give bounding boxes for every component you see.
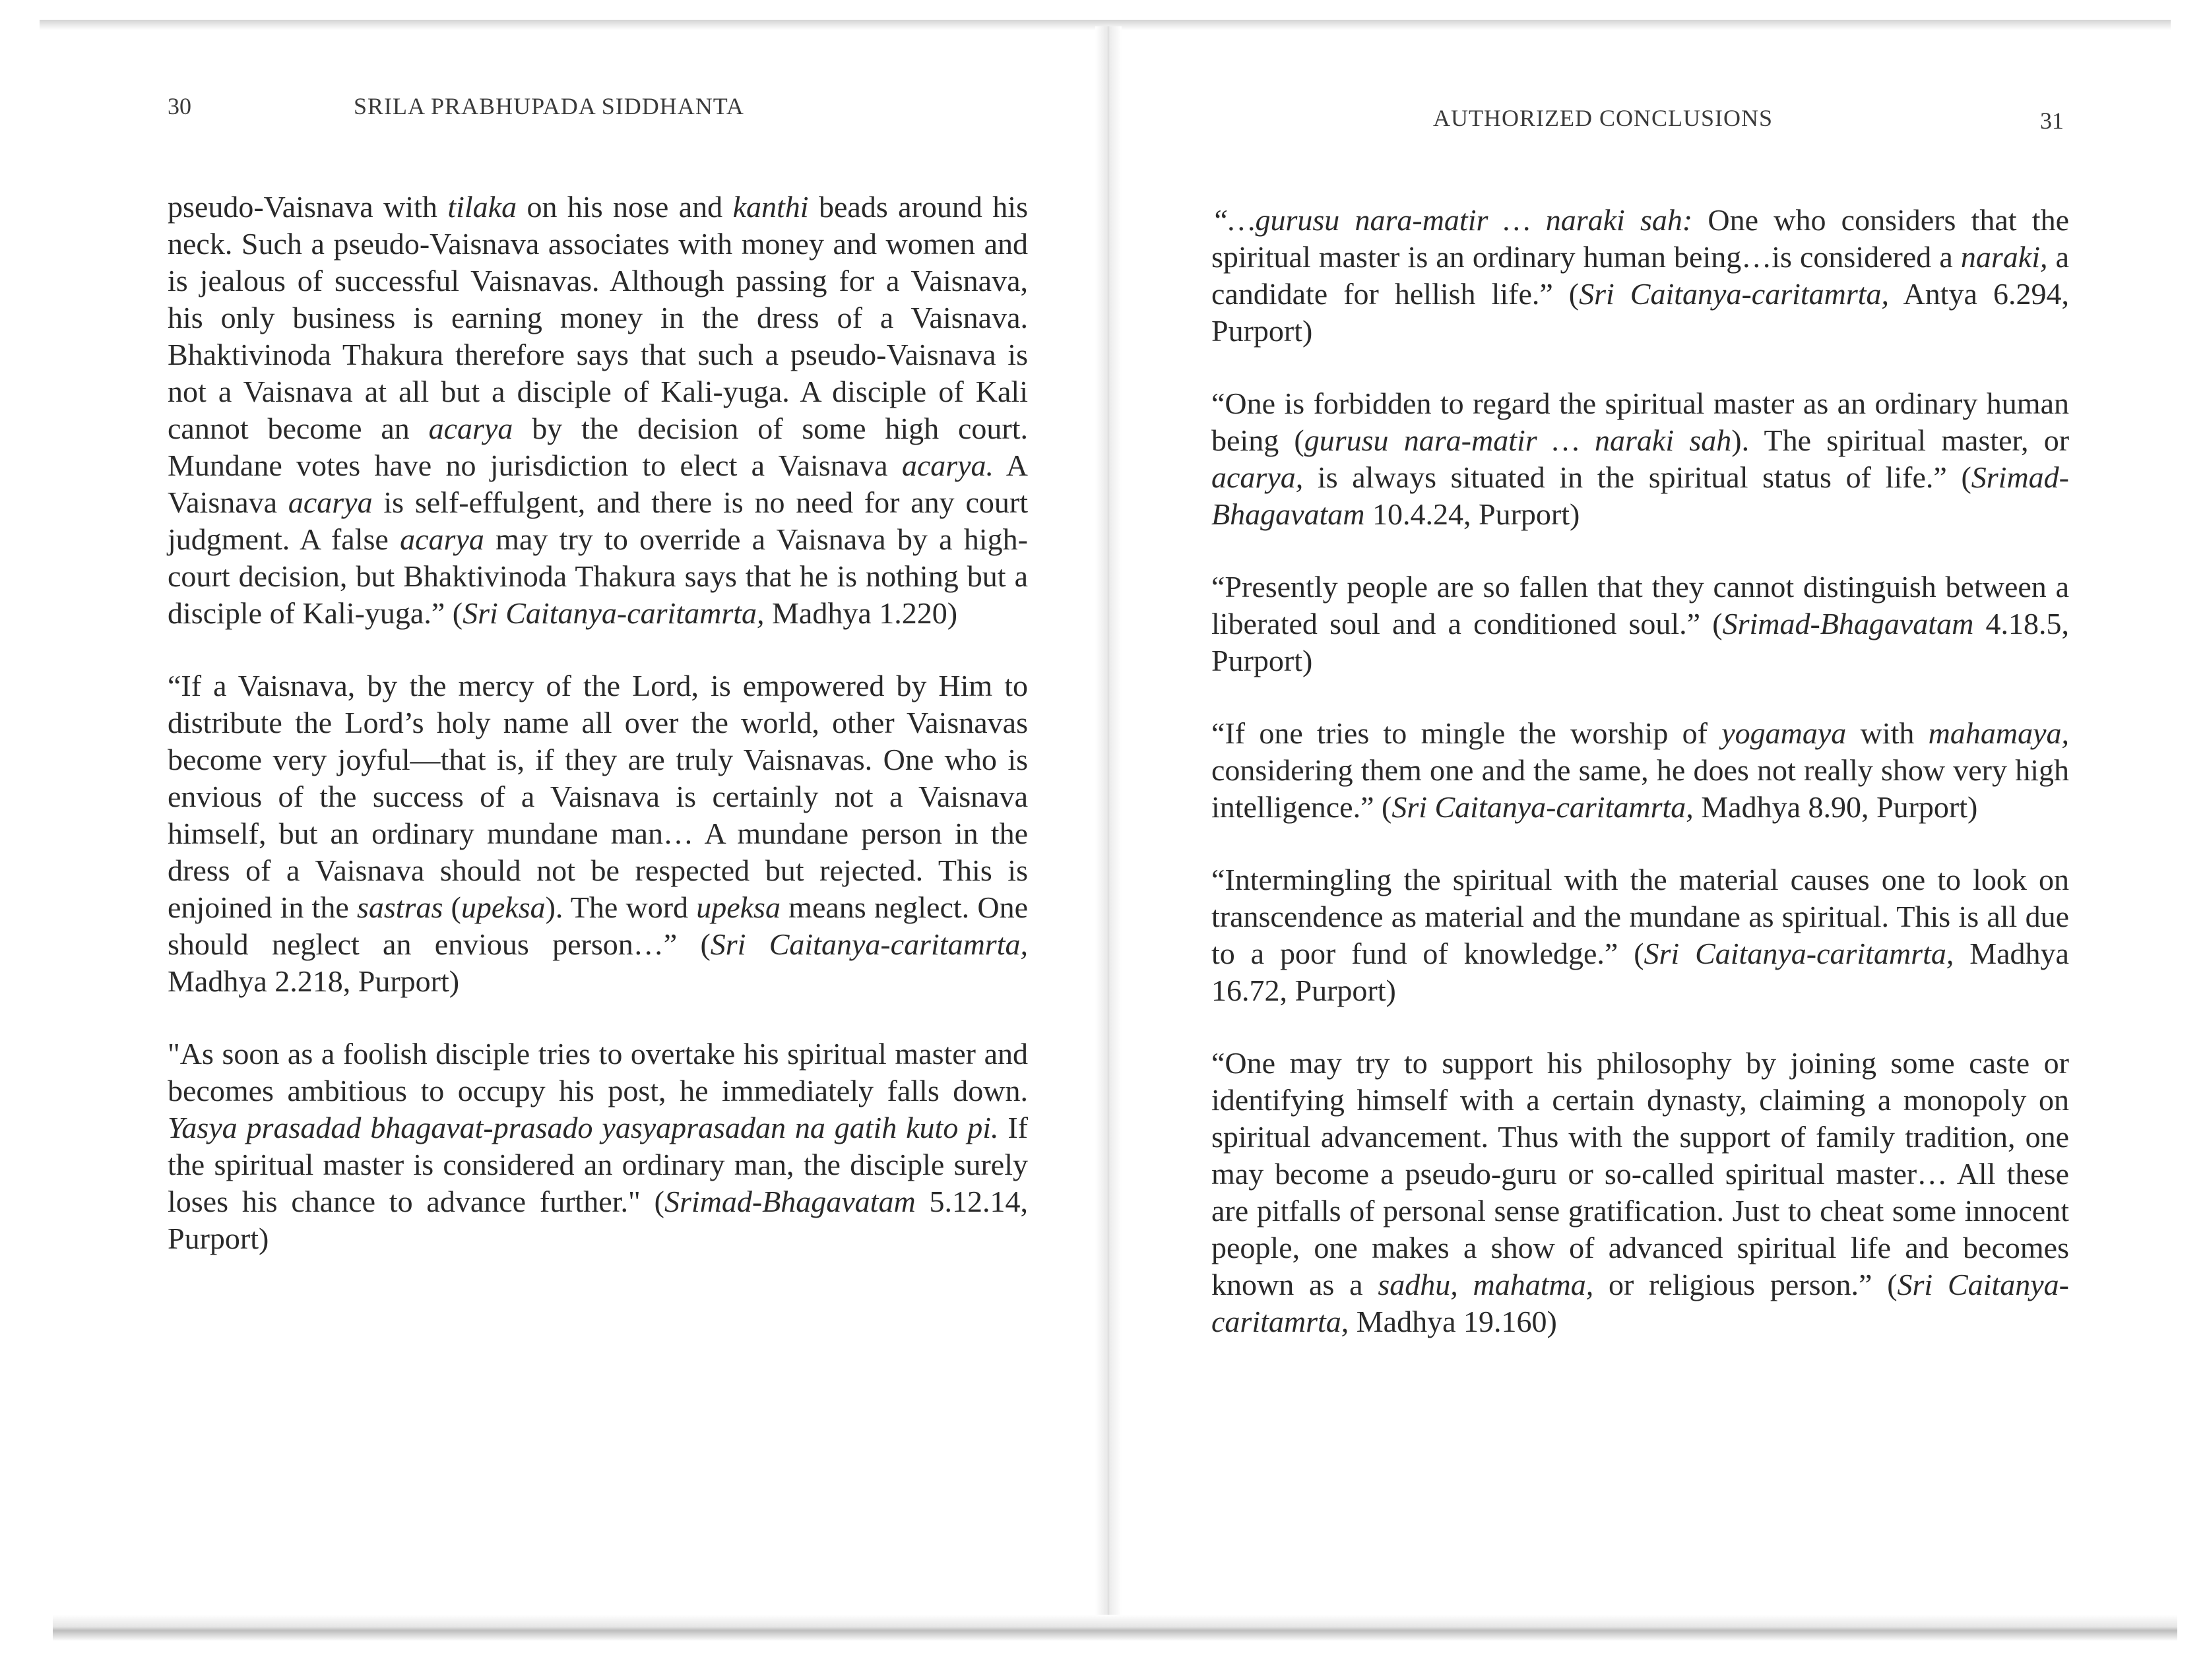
text-run: beads around his neck. Such a pseudo-Vaisnava associates with money and women and is jealous of successful Vaisnavas. Although passing for a Vaisnava, his only business is earning money in the dress of a Vaisnava. Bhaktivinoda Thakura therefore says that such a pseudo-Vaisnava is not a Vaisnava at all but a disciple of Kali-yuga. A disciple of Kali cannot become an — [168, 190, 1028, 445]
text-run: A Vaisnava — [168, 449, 1029, 519]
text-run: ). The word — [545, 890, 697, 924]
italic-text-run: gurusu nara-matir … naraki sah — [1304, 423, 1732, 457]
running-head: SRILA PRABHUPADA SIDDHANTA — [354, 93, 744, 119]
italic-text-run: acarya — [428, 412, 513, 445]
italic-text-run: yogamaya — [1721, 716, 1847, 750]
text-run: ( — [443, 890, 461, 924]
text-run: may try to override a Vaisnava by a high-court decision, but Bhaktivinoda Thakura says that he is nothing but a disciple of Kali-yuga.” ( — [168, 522, 1028, 630]
text-run: Madhya 16.72, Purport) — [1211, 937, 2069, 1007]
text-run: on his nose and — [517, 190, 733, 224]
text-run: Antya 6.294, Purport) — [1211, 277, 2069, 348]
text-run: pseudo-Vaisnava with — [168, 190, 448, 224]
paragraph — [1211, 861, 2069, 1009]
paragraph — [1211, 569, 2069, 679]
italic-text-run: Sri Caitanya-caritamrta, — [1644, 937, 1954, 970]
text-run: a candidate for hellish life.” ( — [1211, 240, 2069, 311]
text-run: 5.12.14, Purport) — [168, 1185, 1029, 1255]
paragraph — [1211, 715, 2069, 826]
text-run: “One may try to support his philosophy by joining some caste or identifying himself with a certain dynasty, claiming a monopoly on spiritual advancement. Thus with the support of family tradition, one may become a pseudo-guru or so-called spiritual master… All these are pitfalls of personal sense gratification. Just to cheat some innocent people, one makes a show of advanced spiritual life and becomes known as a — [1211, 1046, 2069, 1301]
right-page-body — [1211, 202, 2069, 1376]
text-run: 4.18.5, Purport) — [1211, 607, 2069, 677]
italic-text-run: “…gurusu nara-matir … naraki sah: — [1211, 203, 1693, 237]
italic-text-run: Sri Caitanya-caritamrta, — [1391, 790, 1694, 824]
italic-text-run: sastras — [356, 890, 443, 924]
paragraph — [1211, 1045, 2069, 1340]
italic-text-run: Yasya prasadad bhagavat-prasado yasyaprasadan na gatih kuto pi. — [168, 1111, 999, 1144]
italic-text-run: mahamaya, — [1928, 716, 2069, 750]
text-run: Madhya 1.220) — [764, 596, 958, 630]
text-run: 10.4.24, Purport) — [1364, 497, 1580, 531]
italic-text-run: tilaka — [447, 190, 517, 224]
text-run: Madhya 2.218, Purport) — [168, 964, 460, 998]
paragraph — [168, 668, 1028, 1000]
text-run: with — [1846, 716, 1929, 750]
paragraph — [1211, 385, 2069, 533]
italic-text-run: Sri Caitanya-caritamrta, — [710, 927, 1028, 961]
text-run: One who considers that the spiritual master is an ordinary human being…is considered a — [1211, 203, 2069, 274]
italic-text-run: Srimad-Bhagavatam — [1722, 607, 1974, 640]
italic-text-run: Srimad-Bhagavatam — [1211, 460, 2069, 531]
text-run: Madhya 19.160) — [1349, 1305, 1557, 1338]
text-run: is always situated in the spiritual status of life.” ( — [1303, 460, 1971, 494]
paragraph — [1211, 202, 2069, 350]
text-run: or religious person.” ( — [1593, 1268, 1898, 1301]
text-run: considering them one and the same, he does not really show very high intelligence.” ( — [1211, 753, 2069, 824]
italic-text-run: Sri Caitanya-caritamrta, — [1211, 1268, 2069, 1338]
paragraph — [168, 189, 1028, 632]
text-run: means neglect. One should neglect an envious person…” ( — [168, 890, 1028, 961]
text-run: “Intermingling the spiritual with the material causes one to look on transcendence as material and the mundane as spiritual. This is all due to a poor fund of knowledge.” ( — [1211, 863, 2069, 970]
italic-text-run: acarya. — [901, 449, 994, 482]
italic-text-run: naraki, — [1960, 240, 2048, 274]
text-run: “Presently people are so fallen that they cannot distinguish between a liberated soul and a conditioned soul.” ( — [1211, 570, 2069, 640]
italic-text-run: upeksa — [696, 890, 781, 924]
text-run: by the decision of some high court. Mundane votes have no jurisdiction to elect a Vaisnava — [168, 412, 1028, 482]
text-run: Madhya 8.90, Purport) — [1693, 790, 1978, 824]
paragraph — [168, 1036, 1028, 1257]
text-run: “One is forbidden to regard the spiritual master as an ordinary human being ( — [1211, 387, 2069, 457]
italic-text-run: acarya — [288, 485, 373, 519]
text-run: "As soon as a foolish disciple tries to overtake his spiritual master and becomes ambitious to occupy his post, he immediately falls down. — [168, 1037, 1028, 1107]
text-run: ). The spiritual master, or — [1731, 423, 2070, 457]
page-number: 30 — [168, 93, 191, 119]
italic-text-run: kanthi — [732, 190, 809, 224]
italic-text-run: Sri Caitanya-caritamrta, — [1579, 277, 1890, 311]
running-head: AUTHORIZED CONCLUSIONS — [1433, 105, 1773, 131]
italic-text-run: acarya, — [1211, 460, 1304, 494]
text-run: “If one tries to mingle the worship of — [1211, 716, 1722, 750]
italic-text-run: upeksa — [461, 890, 546, 924]
italic-text-run: acarya — [400, 522, 484, 556]
text-run: is self-effulgent, and there is no need for any court judgment. A false — [168, 485, 1028, 556]
italic-text-run: Srimad-Bhagavatam — [664, 1185, 916, 1218]
italic-text-run: Sri Caitanya-caritamrta, — [463, 596, 765, 630]
text-run: If the spiritual master is considered an ordinary man, the disciple surely loses his chance to advance further." ( — [168, 1111, 1028, 1218]
text-run: “If a Vaisnava, by the mercy of the Lord, is empowered by Him to distribute the Lord’s holy name all over the world, other Vaisnavas become very joyful—that is, if they are truly Vaisnavas. One who is envious of the success of a Vaisnava is certainly not a Vaisnava himself, but an ordinary mundane man… A mundane person in the dress of a Vaisnava should not be respected but rejected. This is enjoined in the — [168, 669, 1028, 924]
italic-text-run: sadhu, mahatma, — [1378, 1268, 1594, 1301]
page-number: 31 — [2040, 108, 2064, 134]
right-page — [1122, 0, 2205, 1680]
left-page-body — [168, 189, 1028, 1293]
